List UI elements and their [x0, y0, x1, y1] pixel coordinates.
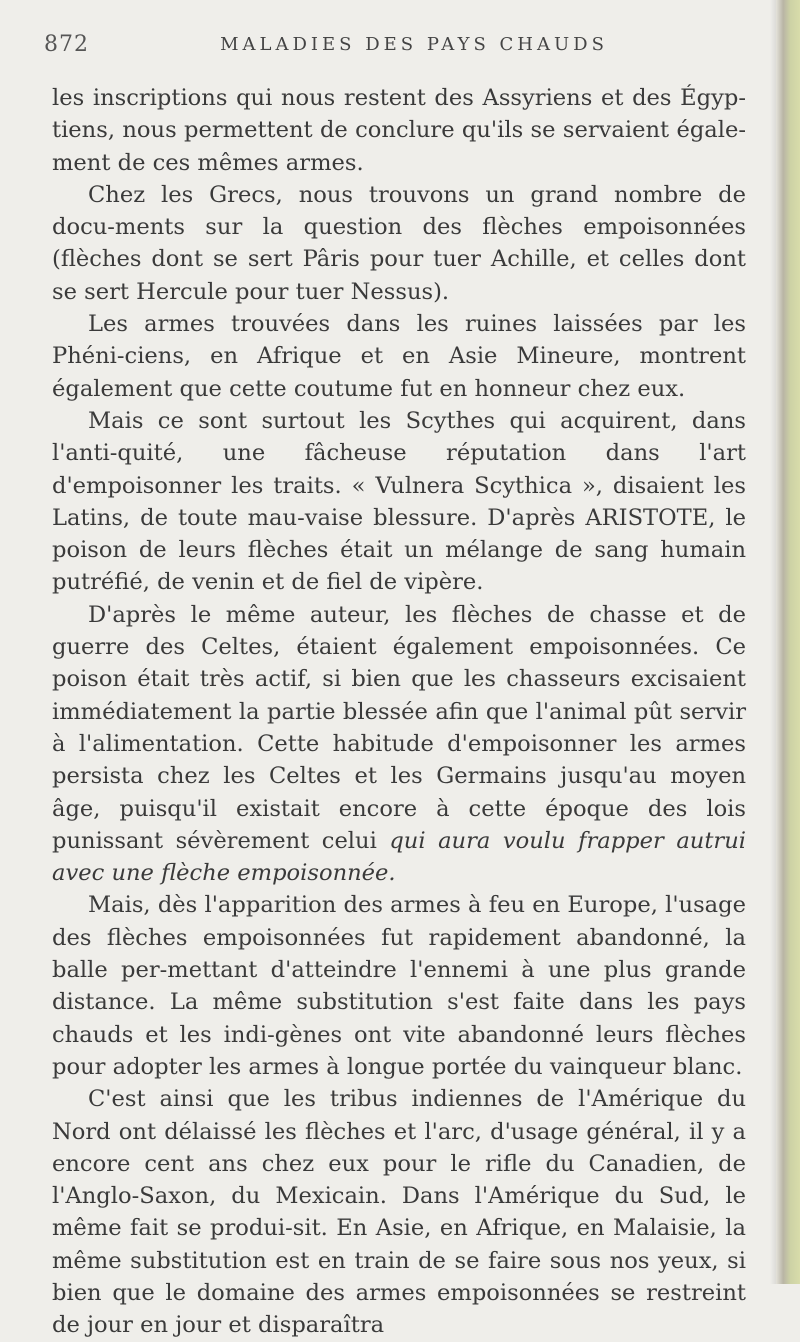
paragraph-6: Mais, dès l'apparition des armes à feu en Europe, l'usage des flèches empoisonnées fut rapidement abandonné, la balle per-mettant d'atteindre l'ennemi à une plus grande distance. La même substitution s'est faite dans les pays chauds et les indi-gènes ont vite abandonné leurs flèches pour adopter les armes à longue portée du vainqueur blanc.	[52, 892, 746, 1080]
page-header	[44, 22, 744, 62]
italic-quote: qui aura voulu frapper autrui avec une flèche empoisonnée.	[52, 827, 746, 887]
paragraph-3: Les armes trouvées dans les ruines laissées par les Phéni-ciens, en Afrique et en Asie Mineure, montrent également que cette coutume fut en honneur chez eux.	[52, 311, 746, 402]
paragraph-1: les inscriptions qui nous restent des Assyriens et des Égyp-tiens, nous permettent de conclure qu'ils se servaient égale-ment de ces mêmes armes.	[52, 85, 746, 176]
paragraph-2: Chez les Grecs, nous trouvons un grand nombre de docu-ments sur la question des flèches empoisonnées (flèches dont se sert Pâris pour tuer Achille, et celles dont se sert Hercule pour tuer Nessus).	[52, 181, 746, 305]
running-title: MALADIES DES PAYS CHAUDS	[220, 34, 608, 55]
page-number: 872	[44, 32, 89, 57]
body-text	[52, 82, 746, 1342]
paragraph-7: C'est ainsi que les tribus indiennes de l'Amérique du Nord ont délaissé les flèches et l'arc, d'usage général, il y a encore cent ans chez eux pour le rifle du Canadien, de l'Anglo-Saxon, du Mexicain. Dans l'Amérique du Sud, le même fait se produi-sit. En Asie, en Afrique, en Malaisie, la même substitution est en train de se faire sous nos yeux, si bien que le domaine des armes empoisonnées se restreint de jour en jour et disparaîtra	[52, 1086, 746, 1339]
page-edge	[776, 0, 800, 1284]
paragraph-5: D'après le même auteur, les flèches de chasse et de guerre des Celtes, étaient également empoisonnées. Ce poison était très actif, si bien que les chasseurs excisaient immédiatement la partie blessée afin que l'animal pût servir à l'alimentation. Cette habitude d'empoisonner les armes persista chez les Celtes et les Germains jusqu'au moyen âge, puisqu'il existait encore à cette époque des lois punissant sévèrement celui qui aura voulu frapper autrui avec une flèche empoisonnée.	[52, 601, 746, 887]
paragraph-4: Mais ce sont surtout les Scythes qui acquirent, dans l'anti-quité, une fâcheuse réputation dans l'art d'empoisonner les traits. « Vulnera Scythica », disaient les Latins, de toute mau-vaise blessure. D'après ARISTOTE, le poison de leurs flèches était un mélange de sang humain putréfié, de venin et de fiel de vipère.	[52, 407, 746, 596]
